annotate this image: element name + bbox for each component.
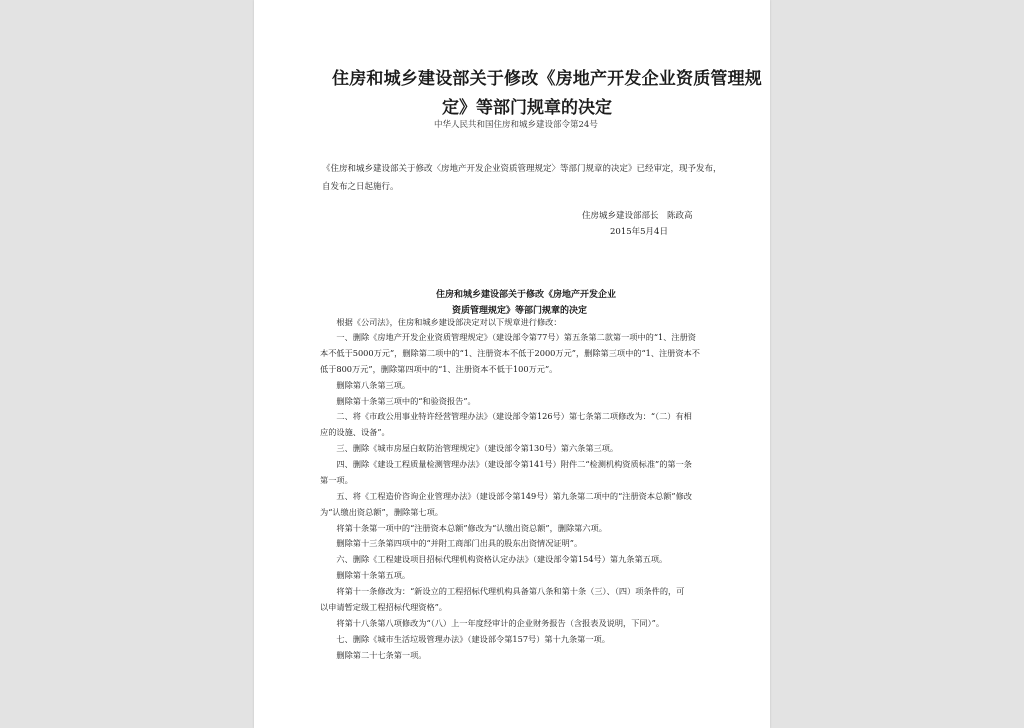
body-line: 将第十八条第八项修改为“（八）上一年度经审计的企业财务报告（含报表及说明，下同）”。 — [320, 618, 665, 628]
document-page — [254, 0, 770, 728]
body-line: 七、删除《城市生活垃圾管理办法》（建设部令第157号）第十九条第一项。 — [320, 634, 610, 644]
body-line: 将第十一条修改为：“新设立的工程招标代理机构具备第八条和第十条（三）、（四）项条件的，可 — [320, 586, 685, 596]
body-line: 四、删除《建设工程质量检测管理办法》（建设部令第141号）附件二“检测机构资质标准”的第一条 — [320, 459, 692, 469]
body-line: 删除第八条第三项。 — [320, 380, 411, 390]
body-line: 六、删除《工程建设项目招标代理机构资格认定办法》（建设部令第154号）第九条第五项。 — [320, 554, 668, 564]
body-line: 为“认缴出资总额”，删除第七项。 — [320, 507, 443, 517]
body-line: 一、删除《房地产开发企业资质管理规定》（建设部令第77号）第五条第二款第一项中的“1、注册资 — [320, 332, 696, 342]
decision-subtitle-line-2: 资质管理规定》等部门规章的决定 — [452, 306, 588, 316]
signature: 住房城乡建设部部长 陈政高 — [582, 211, 693, 221]
body-line: 删除第十三条第四项中的“并附工商部门出具的股东出资情况证明”。 — [320, 538, 583, 548]
body-line: 第一项。 — [320, 475, 353, 485]
body-line: 将第十条第一项中的“注册资本总额”修改为“认缴出资总额”，删除第六项。 — [320, 523, 607, 533]
body-line: 删除第十条第三项中的“和验资报告”。 — [320, 396, 476, 406]
intro-paragraph-line-2: 自发布之日起施行。 — [322, 182, 399, 192]
body-line: 二、将《市政公用事业特许经营管理办法》（建设部令第126号）第七条第二项修改为：“（二）有相 — [320, 411, 692, 421]
signature-date: 2015年5月4日 — [610, 227, 668, 237]
document-title-line-1: 住房和城乡建设部关于修改《房地产开发企业资质管理规 — [332, 69, 762, 89]
order-number: 中华人民共和国住房和城乡建设部令第24号 — [434, 120, 598, 130]
body-line: 五、将《工程造价咨询企业管理办法》（建设部令第149号）第九条第二项中的“注册资本总额”修改 — [320, 491, 692, 501]
body-line: 删除第二十七条第一项。 — [320, 650, 427, 660]
decision-subtitle-line-1: 住房和城乡建设部关于修改《房地产开发企业 — [436, 290, 617, 300]
intro-paragraph-line-1: 《住房和城乡建设部关于修改〈房地产开发企业资质管理规定〉等部门规章的决定》已经审定，现予发布， — [322, 164, 722, 174]
body-line: 根据《公司法》，住房和城乡建设部决定对以下规章进行修改： — [320, 317, 562, 327]
body-line: 删除第十条第五项。 — [320, 570, 411, 580]
body-line: 本不低于5000万元”，删除第二项中的“1、注册资本不低于2000万元”，删除第三项中的“1、注册资本不 — [320, 348, 700, 358]
body-line: 低于800万元”，删除第四项中的“1、注册资本不低于100万元”。 — [320, 364, 558, 374]
document-title-line-2: 定》等部门规章的决定 — [442, 98, 612, 118]
body-line: 以申请暂定级工程招标代理资格”。 — [320, 602, 447, 612]
body-line: 三、删除《城市房屋白蚁防治管理规定》（建设部令第130号）第六条第三项。 — [320, 443, 619, 453]
body-line: 应的设施、设备”。 — [320, 427, 390, 437]
